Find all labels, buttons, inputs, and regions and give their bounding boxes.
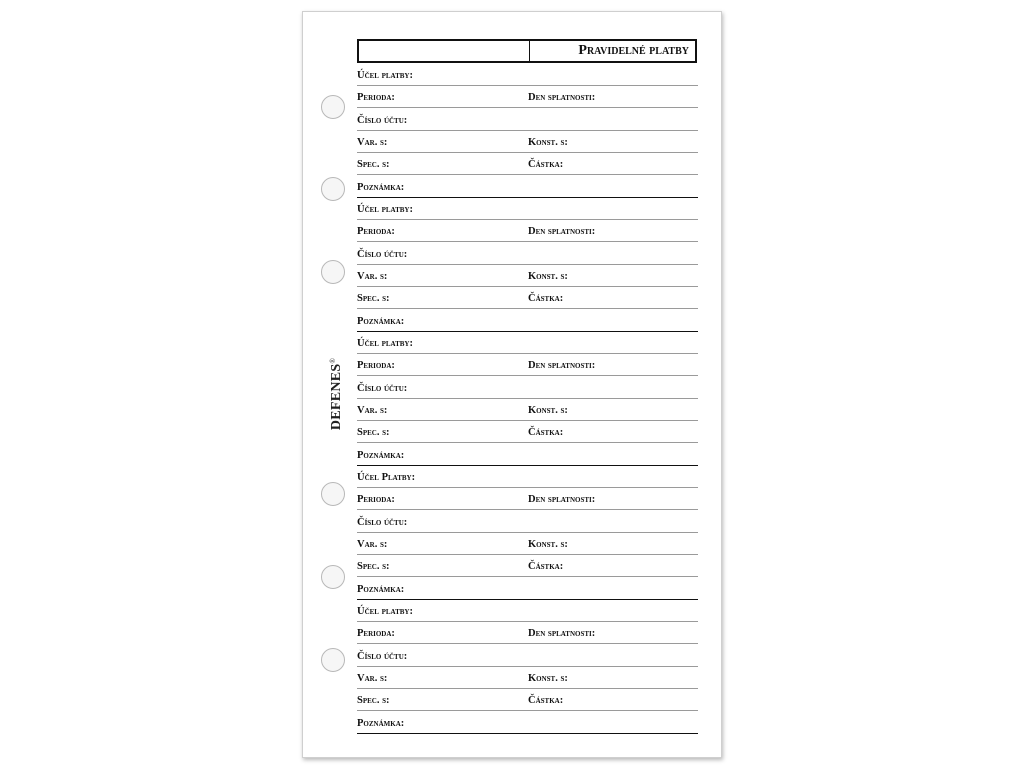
punch-hole-6	[321, 648, 345, 672]
header-blank-field[interactable]	[359, 41, 530, 61]
castka-label: Částka:	[528, 427, 564, 439]
punch-hole-4	[321, 482, 345, 506]
den-splatnosti-label: Den splatnosti:	[528, 226, 596, 238]
ucel-label: Účel platby:	[357, 204, 413, 215]
punch-hole-5	[321, 565, 345, 589]
writing-line[interactable]	[357, 130, 698, 131]
block-separator[interactable]	[357, 465, 698, 466]
spec-symbol-label: Spec. s:	[357, 159, 390, 171]
var-symbol-label: Var. s:	[357, 136, 388, 148]
den-splatnosti-label: Den splatnosti:	[528, 360, 596, 372]
writing-line[interactable]	[357, 509, 698, 510]
registered-mark: ®	[329, 357, 337, 364]
writing-line[interactable]	[357, 487, 698, 488]
writing-line[interactable]	[357, 398, 698, 399]
den-splatnosti-label: Den splatnosti:	[528, 494, 596, 506]
castka-label: Částka:	[528, 159, 564, 171]
punch-hole-3	[321, 260, 345, 284]
spec-symbol-label: Spec. s:	[357, 427, 390, 439]
konst-symbol-label: Konst. s:	[528, 136, 568, 148]
var-symbol-label: Var. s:	[357, 672, 388, 684]
writing-line[interactable]	[357, 264, 698, 265]
brand-name: DEFENES	[329, 363, 344, 431]
punch-hole-2	[321, 177, 345, 201]
perioda-label: Perioda:	[357, 226, 395, 238]
writing-line[interactable]	[357, 308, 698, 309]
spec-symbol-label: Spec. s:	[357, 561, 390, 573]
writing-line[interactable]	[357, 621, 698, 622]
ucel-label: Účel platby:	[357, 70, 413, 81]
writing-line[interactable]	[357, 666, 698, 667]
writing-line[interactable]	[357, 85, 698, 86]
block-separator[interactable]	[357, 331, 698, 332]
writing-line[interactable]	[357, 219, 698, 220]
writing-line[interactable]	[357, 152, 698, 153]
den-splatnosti-label: Den splatnosti:	[528, 92, 596, 104]
ucel-label: Účel platby:	[357, 338, 413, 349]
cislo-uctu-label: Číslo účtu:	[357, 382, 408, 394]
perioda-label: Perioda:	[357, 628, 395, 640]
poznamka-label: Poznámka:	[357, 315, 405, 327]
writing-line[interactable]	[357, 286, 698, 287]
den-splatnosti-label: Den splatnosti:	[528, 628, 596, 640]
planner-page	[302, 11, 722, 758]
writing-line[interactable]	[357, 532, 698, 533]
castka-label: Částka:	[528, 293, 564, 305]
writing-line[interactable]	[357, 174, 698, 175]
writing-line[interactable]	[357, 420, 698, 421]
castka-label: Částka:	[528, 561, 564, 573]
konst-symbol-label: Konst. s:	[528, 404, 568, 416]
brand-logo	[329, 358, 345, 430]
writing-line[interactable]	[357, 241, 698, 242]
ucel-label: Účel platby:	[357, 606, 413, 617]
konst-symbol-label: Konst. s:	[528, 672, 568, 684]
perioda-label: Perioda:	[357, 494, 395, 506]
page-title: Pravidelné platby	[578, 43, 689, 58]
konst-symbol-label: Konst. s:	[528, 270, 568, 282]
writing-line[interactable]	[357, 688, 698, 689]
poznamka-label: Poznámka:	[357, 449, 405, 461]
poznamka-label: Poznámka:	[357, 181, 405, 193]
writing-line[interactable]	[357, 643, 698, 644]
writing-line[interactable]	[357, 107, 698, 108]
poznamka-label: Poznámka:	[357, 717, 405, 729]
cislo-uctu-label: Číslo účtu:	[357, 248, 408, 260]
var-symbol-label: Var. s:	[357, 270, 388, 282]
cislo-uctu-label: Číslo účtu:	[357, 516, 408, 528]
writing-line[interactable]	[357, 353, 698, 354]
page-header	[357, 39, 697, 63]
writing-line[interactable]	[357, 554, 698, 555]
ucel-label: Účel Platby:	[357, 472, 416, 483]
perioda-label: Perioda:	[357, 360, 395, 372]
var-symbol-label: Var. s:	[357, 404, 388, 416]
writing-line[interactable]	[357, 576, 698, 577]
castka-label: Částka:	[528, 695, 564, 707]
poznamka-label: Poznámka:	[357, 583, 405, 595]
writing-line[interactable]	[357, 710, 698, 711]
perioda-label: Perioda:	[357, 92, 395, 104]
punch-hole-1	[321, 95, 345, 119]
block-separator[interactable]	[357, 599, 698, 600]
spec-symbol-label: Spec. s:	[357, 695, 390, 707]
spec-symbol-label: Spec. s:	[357, 293, 390, 305]
writing-line[interactable]	[357, 375, 698, 376]
block-separator[interactable]	[357, 197, 698, 198]
writing-line[interactable]	[357, 442, 698, 443]
cislo-uctu-label: Číslo účtu:	[357, 650, 408, 662]
cislo-uctu-label: Číslo účtu:	[357, 114, 408, 126]
var-symbol-label: Var. s:	[357, 538, 388, 550]
konst-symbol-label: Konst. s:	[528, 538, 568, 550]
block-separator[interactable]	[357, 733, 698, 734]
